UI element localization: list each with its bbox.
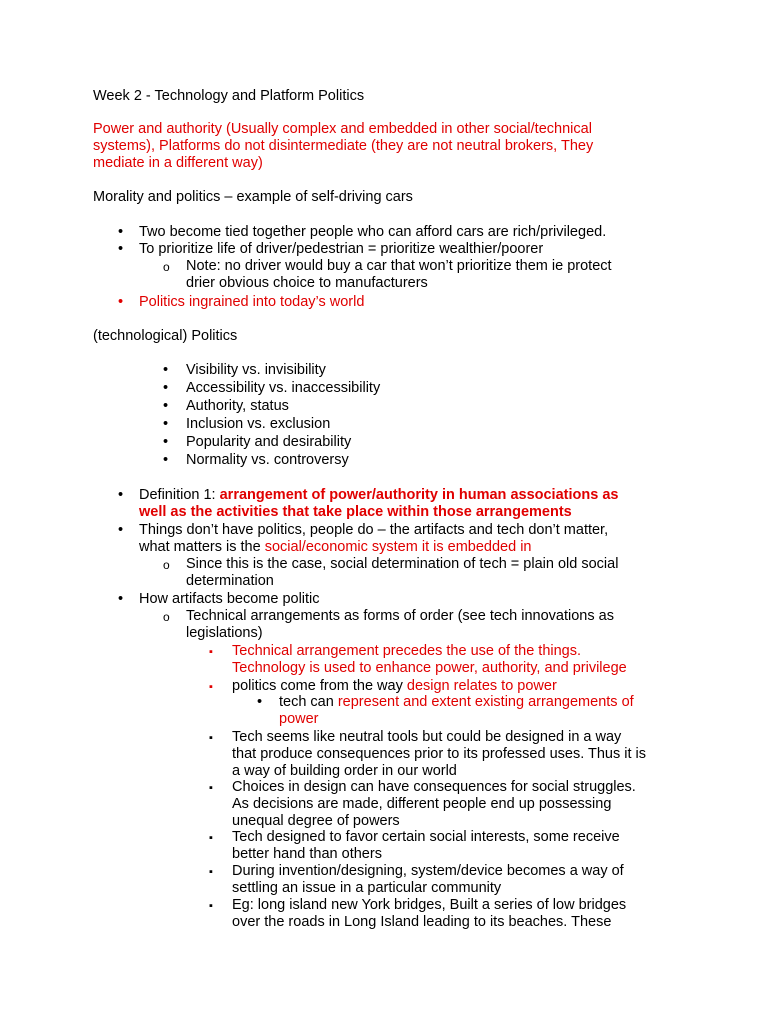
- bullet-icon: [118, 224, 123, 241]
- bullet-icon: [163, 362, 168, 379]
- list-item: How artifacts become politic: [139, 591, 320, 607]
- bullet-icon: [118, 241, 123, 258]
- bullet-icon: [118, 294, 123, 311]
- things-prefix: what matters is the: [139, 539, 265, 555]
- list-item: Authority, status: [186, 398, 289, 414]
- list-item: During invention/designing, system/device becomes a way of: [232, 863, 624, 879]
- things-highlight: social/economic system it is embedded in: [264, 539, 532, 555]
- morality-heading: Morality and politics – example of self-driving cars: [93, 189, 413, 205]
- list-item-continuation: [139, 539, 531, 556]
- list-item: Since this is the case, social determination of tech = plain old social: [186, 556, 619, 572]
- power-note-line-1: Power and authority (Usually complex and embedded in other social/technical: [93, 121, 592, 137]
- list-item-continuation: a way of building order in our world: [232, 763, 457, 779]
- list-item-continuation: over the roads in Long Island leading to its beaches. These: [232, 914, 612, 930]
- list-item: Choices in design can have consequences for social struggles.: [232, 779, 636, 795]
- list-item: Things don’t have politics, people do – the artifacts and tech don’t matter,: [139, 522, 609, 538]
- list-item-continuation: Technology is used to enhance power, authority, and privilege: [232, 660, 627, 676]
- bullet-icon: [163, 380, 168, 397]
- list-item: Popularity and desirability: [186, 434, 352, 450]
- square-bullet-icon: [209, 779, 213, 797]
- square-bullet-icon: [209, 829, 213, 847]
- list-item: Technical arrangement precedes the use of the things.: [232, 643, 582, 659]
- bullet-icon: [163, 434, 168, 451]
- circle-bullet-icon: [163, 259, 170, 276]
- list-item-continuation: settling an issue in a particular community: [232, 880, 502, 896]
- list-item: [279, 694, 634, 711]
- list-item: Inclusion vs. exclusion: [186, 416, 331, 432]
- square-bullet-icon: [209, 729, 213, 747]
- square-bullet-icon: [209, 897, 213, 915]
- bullet-icon: [118, 487, 123, 504]
- power-note-line-3: mediate in a different way): [93, 155, 263, 171]
- list-item-continuation: legislations): [186, 625, 263, 641]
- r2-sub-highlight: represent and extent existing arrangements of: [337, 694, 634, 710]
- list-item-continuation: As decisions are made, different people end up possessing: [232, 796, 612, 812]
- list-item: Tech designed to favor certain social interests, some receive: [232, 829, 620, 845]
- list-item: Tech seems like neutral tools but could be designed in a way: [232, 729, 622, 745]
- list-item: Visibility vs. invisibility: [186, 362, 326, 378]
- square-bullet-icon: [209, 643, 213, 661]
- list-item: Technical arrangements as forms of order (see tech innovations as: [186, 608, 614, 624]
- power-note-line-2: systems), Platforms do not disintermediate (they are not neutral brokers, They: [93, 138, 594, 154]
- square-bullet-icon: [209, 863, 213, 881]
- bullet-icon: [163, 416, 168, 433]
- tech-politics-heading: (technological) Politics: [93, 328, 238, 344]
- page-title: Week 2 - Technology and Platform Politics: [93, 88, 365, 104]
- list-item: Accessibility vs. inaccessibility: [186, 380, 381, 396]
- list-item-continuation: drier obvious choice to manufacturers: [186, 275, 428, 291]
- definition-label: Definition 1:: [139, 487, 220, 503]
- bullet-icon: [118, 591, 123, 608]
- r2-prefix: politics come from the way: [232, 678, 407, 694]
- list-item: [232, 678, 557, 695]
- r2-sub-prefix: tech can: [279, 694, 338, 710]
- list-item-continuation: unequal degree of powers: [232, 813, 400, 829]
- square-bullet-icon: [209, 678, 213, 696]
- list-item: Two become tied together people who can afford cars are rich/privileged.: [139, 224, 607, 240]
- bullet-icon: [163, 398, 168, 415]
- list-item-continuation: determination: [186, 573, 274, 589]
- definition-text: arrangement of power/authority in human associations as: [219, 487, 619, 503]
- r2-highlight: design relates to power: [406, 678, 557, 694]
- list-item-continuation: that produce consequences prior to its professed uses. Thus it is: [232, 746, 647, 762]
- bullet-icon: [257, 694, 262, 711]
- list-item: Politics ingrained into today’s world: [139, 294, 365, 310]
- list-item: Normality vs. controversy: [186, 452, 349, 468]
- bullet-icon: [118, 522, 123, 539]
- list-item-continuation: better hand than others: [232, 846, 382, 862]
- definition-line-2: well as the activities that take place within those arrangements: [139, 504, 572, 520]
- list-item-continuation: power: [279, 711, 319, 727]
- list-item: Note: no driver would buy a car that won’t prioritize them ie protect: [186, 258, 612, 274]
- list-item: To prioritize life of driver/pedestrian = prioritize wealthier/poorer: [139, 241, 544, 257]
- circle-bullet-icon: [163, 557, 170, 574]
- list-item: Eg: long island new York bridges, Built a series of low bridges: [232, 897, 627, 913]
- bullet-icon: [163, 452, 168, 469]
- definition-line-1: [139, 487, 618, 504]
- circle-bullet-icon: [163, 609, 170, 626]
